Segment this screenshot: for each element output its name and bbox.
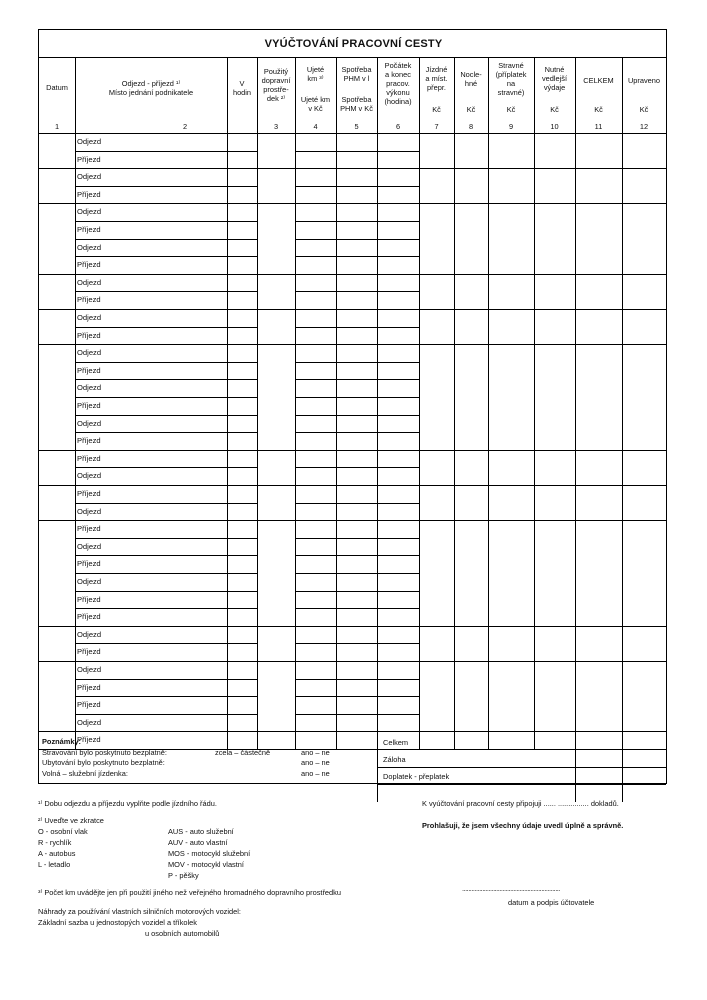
col-lodging-header-a: Nocle- [460, 70, 482, 79]
row-line [295, 432, 336, 433]
header-col-line [377, 57, 378, 133]
row-line [227, 679, 257, 680]
row-line [227, 151, 257, 152]
group-line [39, 485, 666, 486]
row-label: Odjezd [77, 506, 102, 516]
col-number-12: 12 [639, 122, 649, 131]
notes-ticket-label: Volná – služební jízdenka: [42, 769, 128, 778]
body-col-line [377, 133, 378, 749]
row-line [75, 591, 227, 592]
row-line [336, 379, 377, 380]
signature-line[interactable]: ............................................................... [462, 884, 560, 893]
abbr-left-3: L - letadlo [38, 860, 71, 869]
footnote-2: ²⁾ Uveďte ve zkratce [38, 816, 104, 825]
row-line [227, 608, 257, 609]
row-line [295, 239, 336, 240]
notes-lodging-label: Ubytování bylo poskytnuto bezplatně: [42, 758, 165, 767]
col-adjusted-header-b: Kč [639, 105, 649, 114]
row-line [295, 362, 336, 363]
summary-balance-label: Doplatek - přeplatek [383, 772, 450, 781]
row-label: Příjezd [77, 524, 101, 534]
col-total-header-b: Kč [594, 105, 603, 114]
summary-row-line [377, 767, 666, 768]
row-line [295, 714, 336, 715]
row-line [75, 467, 227, 468]
row-line [227, 327, 257, 328]
row-line [227, 221, 257, 222]
row-label: Příjezd [77, 225, 101, 234]
abbr-right-4: P - pěšky [168, 871, 199, 880]
col-number-11: 11 [594, 122, 603, 131]
row-line [377, 714, 419, 715]
row-line [336, 608, 377, 609]
col-number-10: 10 [550, 122, 559, 131]
row-label: Příjezd [77, 594, 101, 604]
row-line [336, 415, 377, 416]
row-line [75, 221, 227, 222]
row-line [377, 591, 419, 592]
row-line [227, 256, 257, 257]
row-line [336, 221, 377, 222]
row-label: Příjezd [77, 154, 101, 164]
row-line [377, 608, 419, 609]
header-col-line [336, 57, 337, 133]
abbr-right-1: AUV - auto vlastní [168, 838, 228, 847]
row-line [227, 362, 257, 363]
row-line [295, 573, 336, 574]
group-line [39, 626, 666, 627]
row-line [336, 467, 377, 468]
col-total-header-a: CELKEM [583, 76, 614, 85]
row-line [336, 696, 377, 697]
declaration-statement: Prohlašuji, že jsem všechny údaje uvedl úplně a správně. [422, 821, 624, 830]
row-line [377, 467, 419, 468]
row-line [336, 397, 377, 398]
row-line [227, 573, 257, 574]
col-date-header: Datum [46, 83, 68, 92]
group-line [39, 203, 666, 204]
row-line [295, 291, 336, 292]
row-label: Odjezd [77, 717, 102, 727]
col-number-4: 4 [313, 122, 318, 131]
body-col-line [575, 133, 576, 749]
row-line [75, 397, 227, 398]
row-line [336, 714, 377, 715]
allowance-moto: Základní sazba u jednostopých vozidel a tříkolek [38, 918, 197, 927]
footnote-3: ³⁾ Počet km uvádějte jen při použití jiného než veřejného hromadného dopravního prostředku [38, 888, 341, 897]
group-line [39, 520, 666, 521]
col-meals-header-a: Stravné [498, 61, 524, 70]
col-meals-header-d: stravné) [497, 88, 525, 97]
row-line [227, 467, 257, 468]
row-line [295, 503, 336, 504]
col-hours-header-a: V [239, 79, 245, 88]
col-km-header-a: Ujeté [306, 65, 325, 74]
group-line [39, 731, 666, 732]
row-label: Odjezd [77, 207, 102, 217]
summary-row-line [377, 784, 666, 785]
row-line [295, 643, 336, 644]
row-label: Odjezd [77, 541, 102, 551]
abbr-left-1: R - rychlík [38, 838, 72, 847]
summary-col-line [575, 749, 576, 802]
row-line [75, 696, 227, 697]
row-label: Příjezd [77, 453, 101, 463]
header-col-line [295, 57, 296, 133]
row-line [75, 362, 227, 363]
col-transport-header-d: dek ²⁾ [266, 94, 286, 103]
col-lodging-header-b: hné [464, 79, 478, 88]
col-transport-header-b: dopravní [261, 76, 291, 85]
row-line [295, 256, 336, 257]
row-line [227, 291, 257, 292]
col-number-6: 6 [395, 122, 401, 131]
row-line [75, 186, 227, 187]
row-label: Příjezd [77, 401, 101, 410]
row-label: Odjezd [77, 137, 102, 146]
row-label: Odjezd [77, 383, 102, 393]
row-line [75, 239, 227, 240]
row-line [377, 415, 419, 416]
col-number-2: 2 [182, 122, 188, 131]
header-col-line [454, 57, 455, 133]
row-line [227, 538, 257, 539]
row-line [295, 555, 336, 556]
row-line [75, 415, 227, 416]
summary-total-label: Celkem [383, 738, 409, 747]
row-label: Příjezd [77, 330, 101, 340]
row-line [75, 573, 227, 574]
abbr-right-3: MOV - motocykl vlastní [168, 860, 244, 869]
col-worktime-header-e: (hodina) [384, 97, 412, 106]
col-worktime-header-d: výkonu [386, 88, 410, 97]
row-label: Příjezd [77, 189, 101, 199]
body-col-line [75, 133, 76, 749]
col-route-header-b: Místo jednání podnikatele [108, 88, 194, 97]
body-col-line [227, 133, 228, 749]
signature-caption: datum a podpis účtovatele [508, 898, 595, 907]
row-line [377, 362, 419, 363]
body-col-line [454, 133, 455, 749]
group-line [39, 344, 666, 345]
row-line [227, 186, 257, 187]
col-meals-header-e: Kč [506, 105, 516, 114]
row-line [227, 503, 257, 504]
row-label: Příjezd [77, 700, 101, 710]
row-line [377, 573, 419, 574]
row-line [377, 397, 419, 398]
row-label: Příjezd [77, 682, 101, 692]
col-fuel-header-c: Spotřeba [341, 95, 372, 104]
row-label: Odjezd [77, 242, 102, 252]
col-fare-header-d: Kč [432, 105, 441, 114]
row-line [336, 239, 377, 240]
attachments-statement: K vyúčtování pracovní cesty připojuji ...... ............... dokladů. [422, 799, 619, 808]
header-col-line [75, 57, 76, 133]
row-line [75, 327, 227, 328]
row-line [295, 415, 336, 416]
row-line [336, 538, 377, 539]
row-line [227, 555, 257, 556]
col-fare-header-a: Jízdné [425, 65, 448, 74]
row-line [336, 555, 377, 556]
summary-col-line [622, 749, 623, 802]
row-line [295, 608, 336, 609]
col-adjusted-header-a: Upraveno [627, 76, 661, 85]
row-line [75, 503, 227, 504]
row-label: Příjezd [77, 735, 101, 745]
notes-lodging-yesno: ano – ne [301, 758, 330, 767]
row-line [295, 467, 336, 468]
header-col-line [575, 57, 576, 133]
group-line [39, 274, 666, 275]
row-line [75, 256, 227, 257]
row-label: Odjezd [77, 665, 102, 674]
row-line [336, 643, 377, 644]
group-line [39, 168, 666, 169]
col-worktime-header-c: pracov. [386, 79, 410, 88]
row-line [75, 608, 227, 609]
footnote-1: ¹⁾ Dobu odjezdu a příjezdu vyplňte podle jízdního řádu. [38, 799, 217, 808]
row-line [227, 379, 257, 380]
row-label: Příjezd [77, 365, 101, 375]
row-line [227, 591, 257, 592]
group-line [39, 661, 666, 662]
row-label: Odjezd [77, 348, 102, 358]
col-meals-header-c: na [506, 79, 516, 88]
body-col-line [534, 133, 535, 749]
row-line [295, 379, 336, 380]
header-col-line [419, 57, 420, 133]
row-line [295, 397, 336, 398]
row-label: Odjezd [77, 471, 102, 481]
col-number-8: 8 [468, 122, 474, 131]
col-other-header-b: vedlejší [541, 74, 568, 83]
row-line [227, 415, 257, 416]
row-label: Příjezd [77, 612, 101, 622]
row-line [377, 221, 419, 222]
row-line [227, 432, 257, 433]
col-km-header-b: km ³⁾ [307, 74, 324, 83]
row-line [227, 714, 257, 715]
row-label: Odjezd [77, 313, 102, 322]
col-meals-header-b: (příplatek [495, 70, 527, 79]
row-line [75, 555, 227, 556]
row-line [336, 256, 377, 257]
row-line [377, 256, 419, 257]
row-line [75, 151, 227, 152]
group-line [39, 450, 666, 451]
row-line [336, 362, 377, 363]
row-line [336, 186, 377, 187]
header-col-line [534, 57, 535, 133]
row-line [295, 679, 336, 680]
notes-title: Poznámky: [42, 737, 82, 746]
row-line [75, 679, 227, 680]
row-label: Odjezd [77, 418, 102, 428]
row-line [295, 538, 336, 539]
notes-meals-yesno: ano – ne [301, 748, 330, 757]
row-line [227, 643, 257, 644]
group-line [39, 309, 666, 310]
col-other-header-c: výdaje [543, 83, 566, 92]
row-label: Odjezd [77, 577, 102, 586]
row-line [377, 151, 419, 152]
notes-meals-options: zcela – částečně [215, 748, 271, 757]
col-other-header-a: Nutné [544, 65, 565, 74]
row-line [295, 696, 336, 697]
header-col-line [257, 57, 258, 133]
row-line [75, 379, 227, 380]
col-worktime-header-a: Počátek [384, 61, 412, 70]
allowance-car: u osobních automobilů [145, 929, 220, 938]
header-col-line [227, 57, 228, 133]
col-number-1: 1 [54, 122, 60, 131]
abbr-left-0: O - osobní vlak [38, 827, 88, 836]
form-title: VYÚČTOVÁNÍ PRACOVNÍ CESTY [264, 38, 443, 50]
col-fare-header-b: a míst. [425, 74, 448, 83]
row-line [336, 291, 377, 292]
row-line [377, 291, 419, 292]
col-other-header-d: Kč [550, 105, 559, 114]
abbr-left-2: A - autobus [38, 849, 76, 858]
row-line [227, 239, 257, 240]
row-line [377, 327, 419, 328]
row-line [377, 239, 419, 240]
row-line [377, 679, 419, 680]
notes-meals-label: Stravování bylo poskytnuto bezplatně: [42, 748, 167, 757]
header-col-line [622, 57, 623, 133]
row-line [377, 503, 419, 504]
row-line [295, 327, 336, 328]
allowance-title: Náhrady za používání vlastních silničních motorových vozidel: [38, 907, 241, 916]
header-divider [39, 133, 666, 134]
col-worktime-header-b: a konec [385, 70, 411, 79]
row-line [75, 291, 227, 292]
row-line [377, 379, 419, 380]
summary-left-line [377, 749, 378, 802]
row-line [377, 432, 419, 433]
col-transport-header-c: prostře- [263, 85, 289, 94]
col-number-9: 9 [508, 122, 514, 131]
row-line [377, 696, 419, 697]
notes-ticket-yesno: ano – ne [301, 769, 330, 778]
body-col-line [257, 133, 258, 749]
row-line [336, 591, 377, 592]
travel-expense-form [38, 29, 667, 784]
body-col-line [295, 133, 296, 749]
table-bottom-line [39, 749, 666, 750]
row-line [75, 432, 227, 433]
row-line [336, 432, 377, 433]
col-fare-header-c: přepr. [427, 83, 446, 92]
col-fuel-header-d: PHM v Kč [340, 104, 373, 113]
row-line [336, 151, 377, 152]
header-col-line [488, 57, 489, 133]
row-line [295, 186, 336, 187]
row-line [336, 503, 377, 504]
col-route-header-a: Odjezd - příjezd ¹⁾ [121, 79, 181, 88]
row-label: Odjezd [77, 172, 102, 182]
body-col-line [336, 133, 337, 749]
row-line [295, 221, 336, 222]
row-line [377, 186, 419, 187]
row-line [75, 538, 227, 539]
row-label: Příjezd [77, 436, 101, 446]
row-line [336, 327, 377, 328]
row-line [227, 696, 257, 697]
body-col-line [419, 133, 420, 749]
col-number-3: 3 [273, 122, 279, 131]
col-transport-header-a: Použitý [263, 67, 289, 76]
col-hours-header-b: hodin [232, 88, 252, 97]
row-label: Příjezd [77, 559, 101, 569]
row-label: Příjezd [77, 260, 101, 270]
row-line [295, 151, 336, 152]
abbr-right-0: AUS - auto služební [168, 827, 234, 836]
col-number-7: 7 [434, 122, 439, 131]
row-line [75, 643, 227, 644]
row-label: Příjezd [77, 489, 101, 498]
col-km-header-c: Ujeté km [300, 95, 331, 104]
row-label: Odjezd [77, 277, 102, 287]
row-line [377, 538, 419, 539]
summary-advance-label: Záloha [383, 755, 406, 764]
col-number-5: 5 [354, 122, 359, 131]
col-km-header-d: v Kč [308, 104, 323, 113]
row-line [336, 679, 377, 680]
col-fuel-header-a: Spotřeba [341, 65, 372, 74]
row-line [75, 714, 227, 715]
body-col-line [622, 133, 623, 749]
row-line [377, 555, 419, 556]
row-line [295, 591, 336, 592]
title-divider [39, 57, 666, 58]
abbr-right-2: MOS - motocykl služební [168, 849, 251, 858]
row-label: Příjezd [77, 647, 101, 657]
row-line [227, 397, 257, 398]
row-line [336, 573, 377, 574]
col-fuel-header-b: PHM v l [343, 74, 370, 83]
row-line [377, 643, 419, 644]
row-label: Příjezd [77, 295, 101, 305]
row-label: Odjezd [77, 629, 102, 639]
col-lodging-header-c: Kč [466, 105, 476, 114]
body-col-line [488, 133, 489, 749]
